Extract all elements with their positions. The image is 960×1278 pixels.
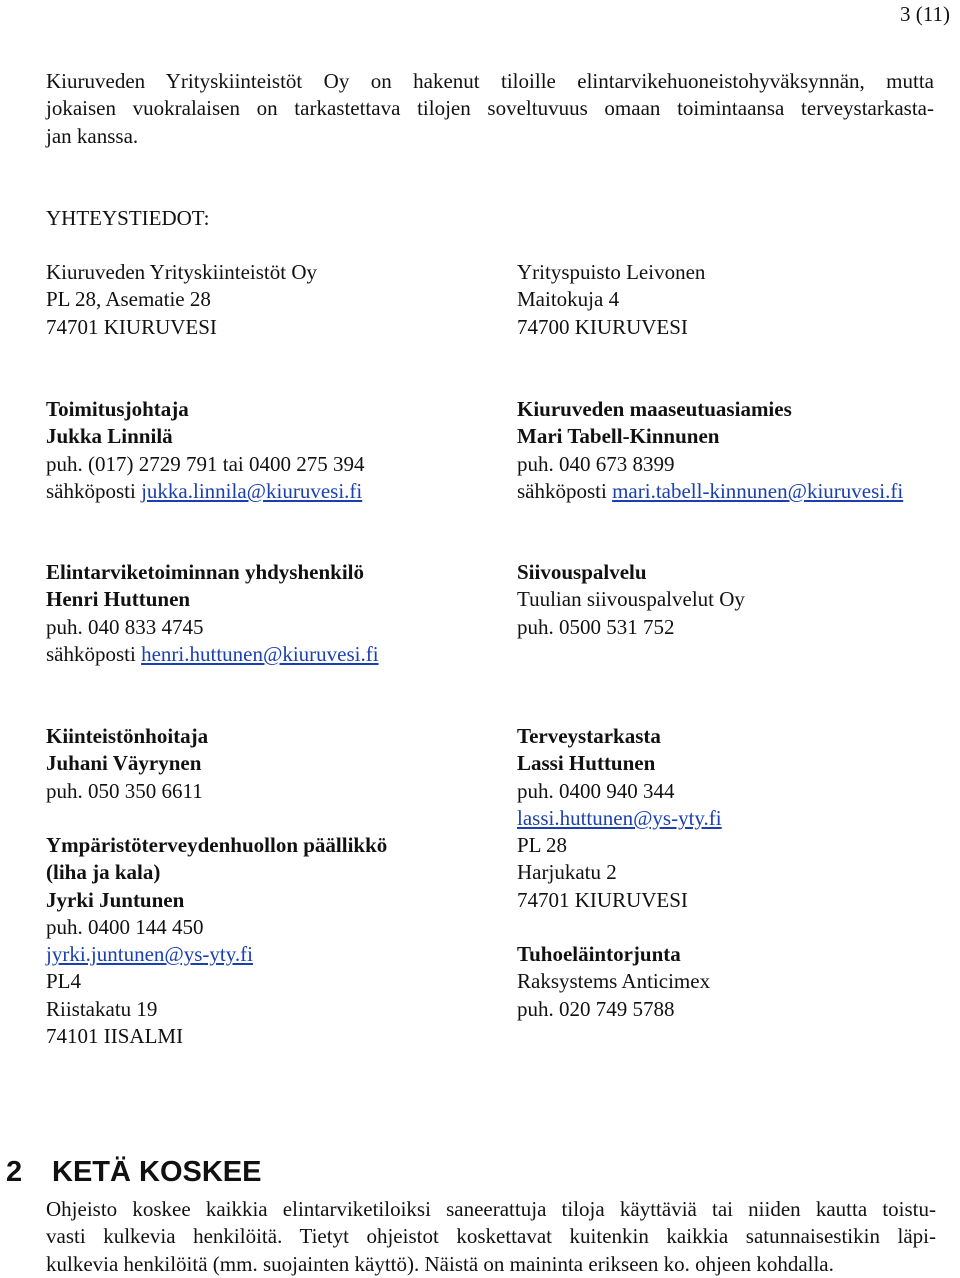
contact-phone: puh. 0400 144 450 xyxy=(46,914,204,939)
section-line: kulkevia henkilöitä (mm. suojainten käyttö). Näistä on maininta erikseen ko. ohjeen kohdalla. xyxy=(46,1251,834,1276)
contact-name: Juhani Väyrynen xyxy=(46,751,202,776)
address-left xyxy=(46,259,317,341)
contact-food-liaison xyxy=(46,559,379,668)
contact-title: Kiinteistönhoitaja xyxy=(46,724,209,748)
contact-city: 74701 KIURUVESI xyxy=(517,887,688,912)
contact-email-line xyxy=(517,478,903,505)
intro-paragraph xyxy=(46,68,934,150)
contacts-heading: YHTEYSTIEDOT: xyxy=(46,206,210,230)
contact-po-box: PL 28 xyxy=(517,833,567,858)
contact-title: Siivouspalvelu xyxy=(517,560,647,584)
email-label: sähköposti xyxy=(46,478,142,503)
page-number: 3 (11) xyxy=(900,2,950,26)
contact-ceo xyxy=(46,396,364,505)
contact-street: Riistakatu 19 xyxy=(46,996,158,1021)
contact-name: Jukka Linnilä xyxy=(46,424,173,449)
email-link[interactable]: mari.tabell-kinnunen@kiuruvesi.fi xyxy=(612,478,904,503)
section-line: vasti kulkevia henkilöitä. Tietyt ohjeistot koskettavat kuitenkin kaikkia satunnaisestikin läpi- xyxy=(46,1224,936,1249)
contact-company: Tuulian siivouspalvelut Oy xyxy=(517,587,745,612)
section-number: 2 xyxy=(6,1156,23,1188)
address-right xyxy=(517,259,705,341)
address-line: PL 28, Asematie 28 xyxy=(46,287,211,312)
email-label: sähköposti xyxy=(46,641,142,666)
contact-phone: puh. 0500 531 752 xyxy=(517,614,675,639)
contact-title: Elintarviketoiminnan yhdyshenkilö xyxy=(46,560,365,584)
address-line: Kiuruveden Yrityskiinteistöt Oy xyxy=(46,260,318,284)
intro-line: jokaisen vuokralaisen on tarkastettava tilojen soveltuvuus omaan toimintaansa terveystarkasta- xyxy=(46,96,934,121)
contact-title-sub: (liha ja kala) xyxy=(46,860,161,885)
intro-line: jan kanssa. xyxy=(46,123,139,148)
section-title: KETÄ KOSKEE xyxy=(52,1156,262,1188)
contact-email-line xyxy=(46,478,364,505)
contact-pest-control xyxy=(517,941,710,1023)
intro-line: Kiuruveden Yrityskiinteistöt Oy on hakenut tiloille elintarvikehuoneistohyväksynnän, mutta xyxy=(46,69,934,93)
contact-property-manager xyxy=(46,723,208,805)
address-line: Maitokuja 4 xyxy=(517,287,620,312)
contact-phone: puh. 040 673 8399 xyxy=(517,451,675,476)
email-link[interactable]: henri.huttunen@kiuruvesi.fi xyxy=(141,641,379,666)
contact-name: Jyrki Juntunen xyxy=(46,887,185,912)
contact-company: Raksystems Anticimex xyxy=(517,969,711,994)
contact-city: 74101 IISALMI xyxy=(46,1024,184,1049)
contact-phone: puh. 020 749 5788 xyxy=(517,996,675,1021)
contact-phone: puh. (017) 2729 791 tai 0400 275 394 xyxy=(46,451,365,476)
contact-phone: puh. 050 350 6611 xyxy=(46,778,203,803)
contact-email-line xyxy=(46,641,379,668)
contact-po-box: PL4 xyxy=(46,969,82,994)
contact-title: Ympäristöterveydenhuollon päällikkö xyxy=(46,833,388,857)
contact-title: Toimitusjohtaja xyxy=(46,397,189,421)
contact-phone: puh. 0400 940 344 xyxy=(517,778,675,803)
email-label: sähköposti xyxy=(517,478,613,503)
address-line: 74701 KIURUVESI xyxy=(46,314,217,339)
contact-title: Kiuruveden maaseutuasiamies xyxy=(517,397,792,421)
email-link[interactable]: jyrki.juntunen@ys-yty.fi xyxy=(46,942,253,967)
address-line: Yrityspuisto Leivonen xyxy=(517,260,706,284)
contact-rural-agent xyxy=(517,396,903,505)
section-line: Ohjeisto koskee kaikkia elintarviketiloiksi saneerattuja tiloja käyttäviä tai niiden kautta toistu- xyxy=(46,1197,936,1221)
contact-health-inspector xyxy=(517,723,722,914)
contact-street: Harjukatu 2 xyxy=(517,860,617,885)
email-link[interactable]: lassi.huttunen@ys-yty.fi xyxy=(517,805,722,830)
section-paragraph xyxy=(46,1196,936,1278)
email-link[interactable]: jukka.linnila@kiuruvesi.fi xyxy=(141,478,363,503)
address-line: 74700 KIURUVESI xyxy=(517,314,688,339)
contact-cleaning xyxy=(517,559,745,641)
section-heading xyxy=(6,1152,261,1192)
contact-name: Mari Tabell-Kinnunen xyxy=(517,424,720,449)
contact-phone: puh. 040 833 4745 xyxy=(46,614,204,639)
contact-name: Lassi Huttunen xyxy=(517,751,656,776)
contact-env-health-head xyxy=(46,832,387,1050)
contact-title: Terveystarkasta xyxy=(517,724,661,748)
contact-title: Tuhoeläintorjunta xyxy=(517,942,681,966)
contact-name: Henri Huttunen xyxy=(46,587,191,612)
